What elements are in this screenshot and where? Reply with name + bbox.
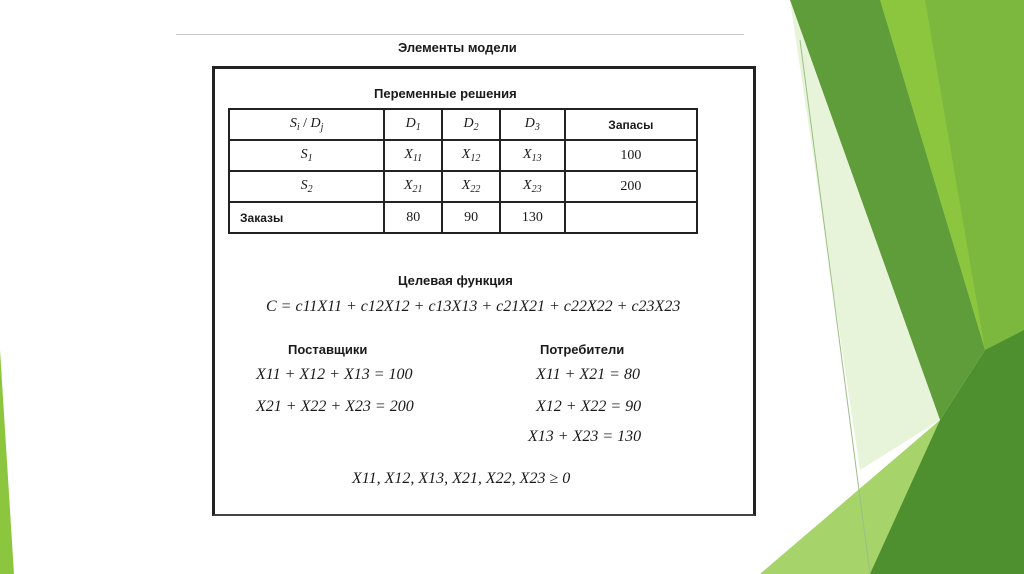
- cell-x11: $X_{11}$: [384, 140, 442, 171]
- table-row: [229, 171, 697, 202]
- cell-x12: $X_{12}$: [442, 140, 500, 171]
- order-value: 80: [384, 202, 442, 233]
- table-header-row: [229, 109, 697, 140]
- header-d2: $D_2$: [442, 109, 500, 140]
- non-negativity-constraint: X11, X12, X13, X21, X22, X23 ≥ 0: [352, 470, 571, 487]
- order-value: 90: [442, 202, 500, 233]
- cell-x13: $X_{13}$: [500, 140, 565, 171]
- table-title: Переменные решения: [374, 86, 517, 101]
- suppliers-title: Поставщики: [288, 342, 368, 357]
- order-value: 130: [500, 202, 565, 233]
- objective-formula: C = c11X11 + c12X12 + c13X13 + c21X21 + c22X22 + c23X23: [266, 298, 681, 315]
- header-d3: $D_3$: [500, 109, 565, 140]
- top-rule: [176, 34, 744, 35]
- table-row: [229, 140, 697, 171]
- consumer-equation: X11 + X21 = 80: [536, 366, 640, 383]
- header-si-dj: $S_i / D_j$: [229, 109, 384, 140]
- consumer-equation: X12 + X22 = 90: [536, 398, 642, 415]
- row-label: $S_1$: [229, 140, 384, 171]
- cell-x21: $X_{21}$: [384, 171, 442, 202]
- section-title: Элементы модели: [398, 40, 517, 55]
- consumer-equation: X13 + X23 = 130: [528, 428, 642, 445]
- cell-x23: $X_{23}$: [500, 171, 565, 202]
- table-row-orders: [229, 202, 697, 233]
- supplier-equation: X11 + X12 + X13 = 100: [256, 366, 413, 383]
- header-d1: $D_1$: [384, 109, 442, 140]
- left-green-strip: [0, 350, 14, 574]
- orders-label: Заказы: [229, 202, 384, 233]
- cell-stock: 200: [565, 171, 697, 202]
- cell-x22: $X_{22}$: [442, 171, 500, 202]
- header-stock: Запасы: [565, 109, 697, 140]
- consumers-title: Потребители: [540, 342, 625, 357]
- supplier-equation: X21 + X22 + X23 = 200: [256, 398, 414, 415]
- cell-stock: 100: [565, 140, 697, 171]
- objective-title: Целевая функция: [398, 273, 513, 288]
- scanned-page: [168, 26, 753, 522]
- decision-variables-table: [228, 108, 698, 234]
- row-label: $S_2$: [229, 171, 384, 202]
- empty-cell: [565, 202, 697, 233]
